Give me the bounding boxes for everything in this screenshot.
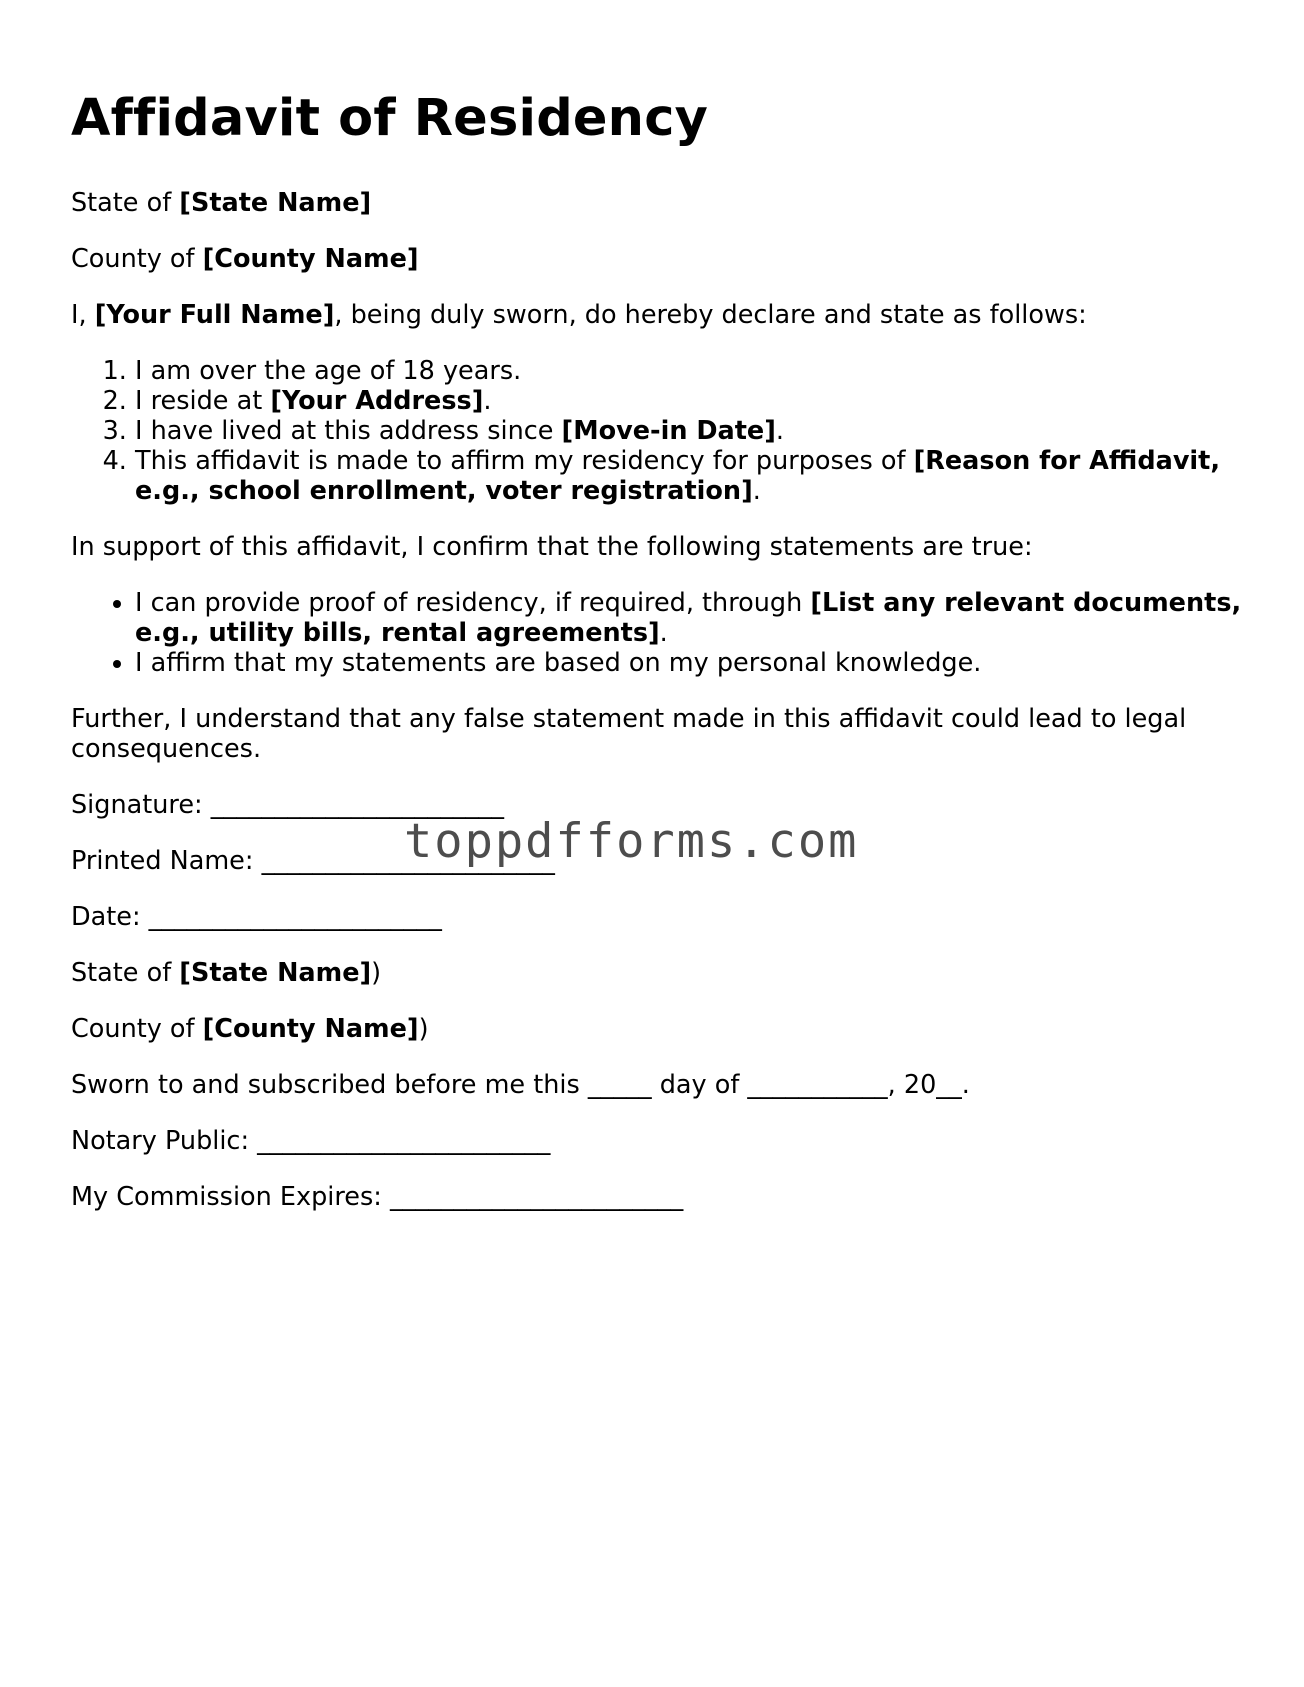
declarant-name: [Your Full Name] (94, 300, 335, 330)
state-value: [State Name] (179, 188, 372, 218)
list-item (135, 648, 1246, 678)
printed-name-field[interactable]: Printed Name: _______________________ (71, 846, 555, 876)
numbered-statements (71, 356, 1246, 506)
notary-county-close: ) (418, 1014, 429, 1044)
list-item (135, 446, 1246, 506)
list-item-text: I have lived at this address since (135, 416, 562, 446)
list-item-end: . (483, 386, 492, 416)
notary-state-label: State of (71, 958, 180, 988)
further-statement: Further, I understand that any false statement made in this affidavit could lead to legal consequences. (71, 704, 1187, 764)
list-item (135, 356, 1246, 386)
address-placeholder: [Your Address] (270, 386, 484, 416)
reason-placeholder: [Reason for Affidavit, e.g., school enrollment, voter registration] (135, 446, 1221, 506)
list-item-text: I can provide proof of residency, if required, through (135, 588, 811, 618)
notary-county-value: [County Name] (202, 1014, 419, 1044)
list-item-text: I affirm that my statements are based on my personal knowledge. (135, 648, 982, 678)
list-item (135, 416, 1246, 446)
signature-field[interactable]: Signature: _______________________ (71, 790, 504, 820)
documents-placeholder: [List any relevant documents, e.g., utility bills, rental agreements] (135, 588, 1242, 648)
list-item-end: . (752, 476, 761, 506)
bullet-statements (71, 588, 1246, 678)
document-title: Affidavit of Residency (71, 89, 709, 148)
date-field[interactable]: Date: _______________________ (71, 902, 442, 932)
list-item (135, 386, 1246, 416)
county-label: County of (71, 244, 203, 274)
document-page (71, 88, 1246, 1238)
state-label: State of (71, 188, 180, 218)
declaration-line (71, 300, 1246, 330)
declaration-suffix: , being duly sworn, do hereby declare and state as follows: (334, 300, 1087, 330)
list-item (135, 588, 1246, 648)
county-line (71, 244, 1246, 274)
county-value: [County Name] (202, 244, 419, 274)
support-intro: In support of this affidavit, I confirm that the following statements are true: (71, 532, 1033, 562)
notary-state-value: [State Name] (179, 958, 372, 988)
sworn-line[interactable]: Sworn to and subscribed before me this _____ day of ___________, 20__. (71, 1070, 970, 1100)
list-item-text: I reside at (135, 386, 271, 416)
watermark: toppdfforms.com (404, 814, 859, 869)
commission-expires-field[interactable]: My Commission Expires: _______________________ (71, 1182, 684, 1212)
list-item-text: I am over the age of 18 years. (135, 356, 522, 386)
list-item-end: . (659, 618, 668, 648)
notary-county-label: County of (71, 1014, 203, 1044)
notary-state-line (71, 958, 1246, 988)
notary-county-line (71, 1014, 1246, 1044)
move-in-date-placeholder: [Move-in Date] (561, 416, 776, 446)
notary-public-field[interactable]: Notary Public: _______________________ (71, 1126, 551, 1156)
declaration-prefix: I, (71, 300, 95, 330)
list-item-end: . (775, 416, 784, 446)
state-line (71, 188, 1246, 218)
notary-state-close: ) (371, 958, 382, 988)
list-item-text: This affidavit is made to affirm my residency for purposes of (135, 446, 914, 476)
